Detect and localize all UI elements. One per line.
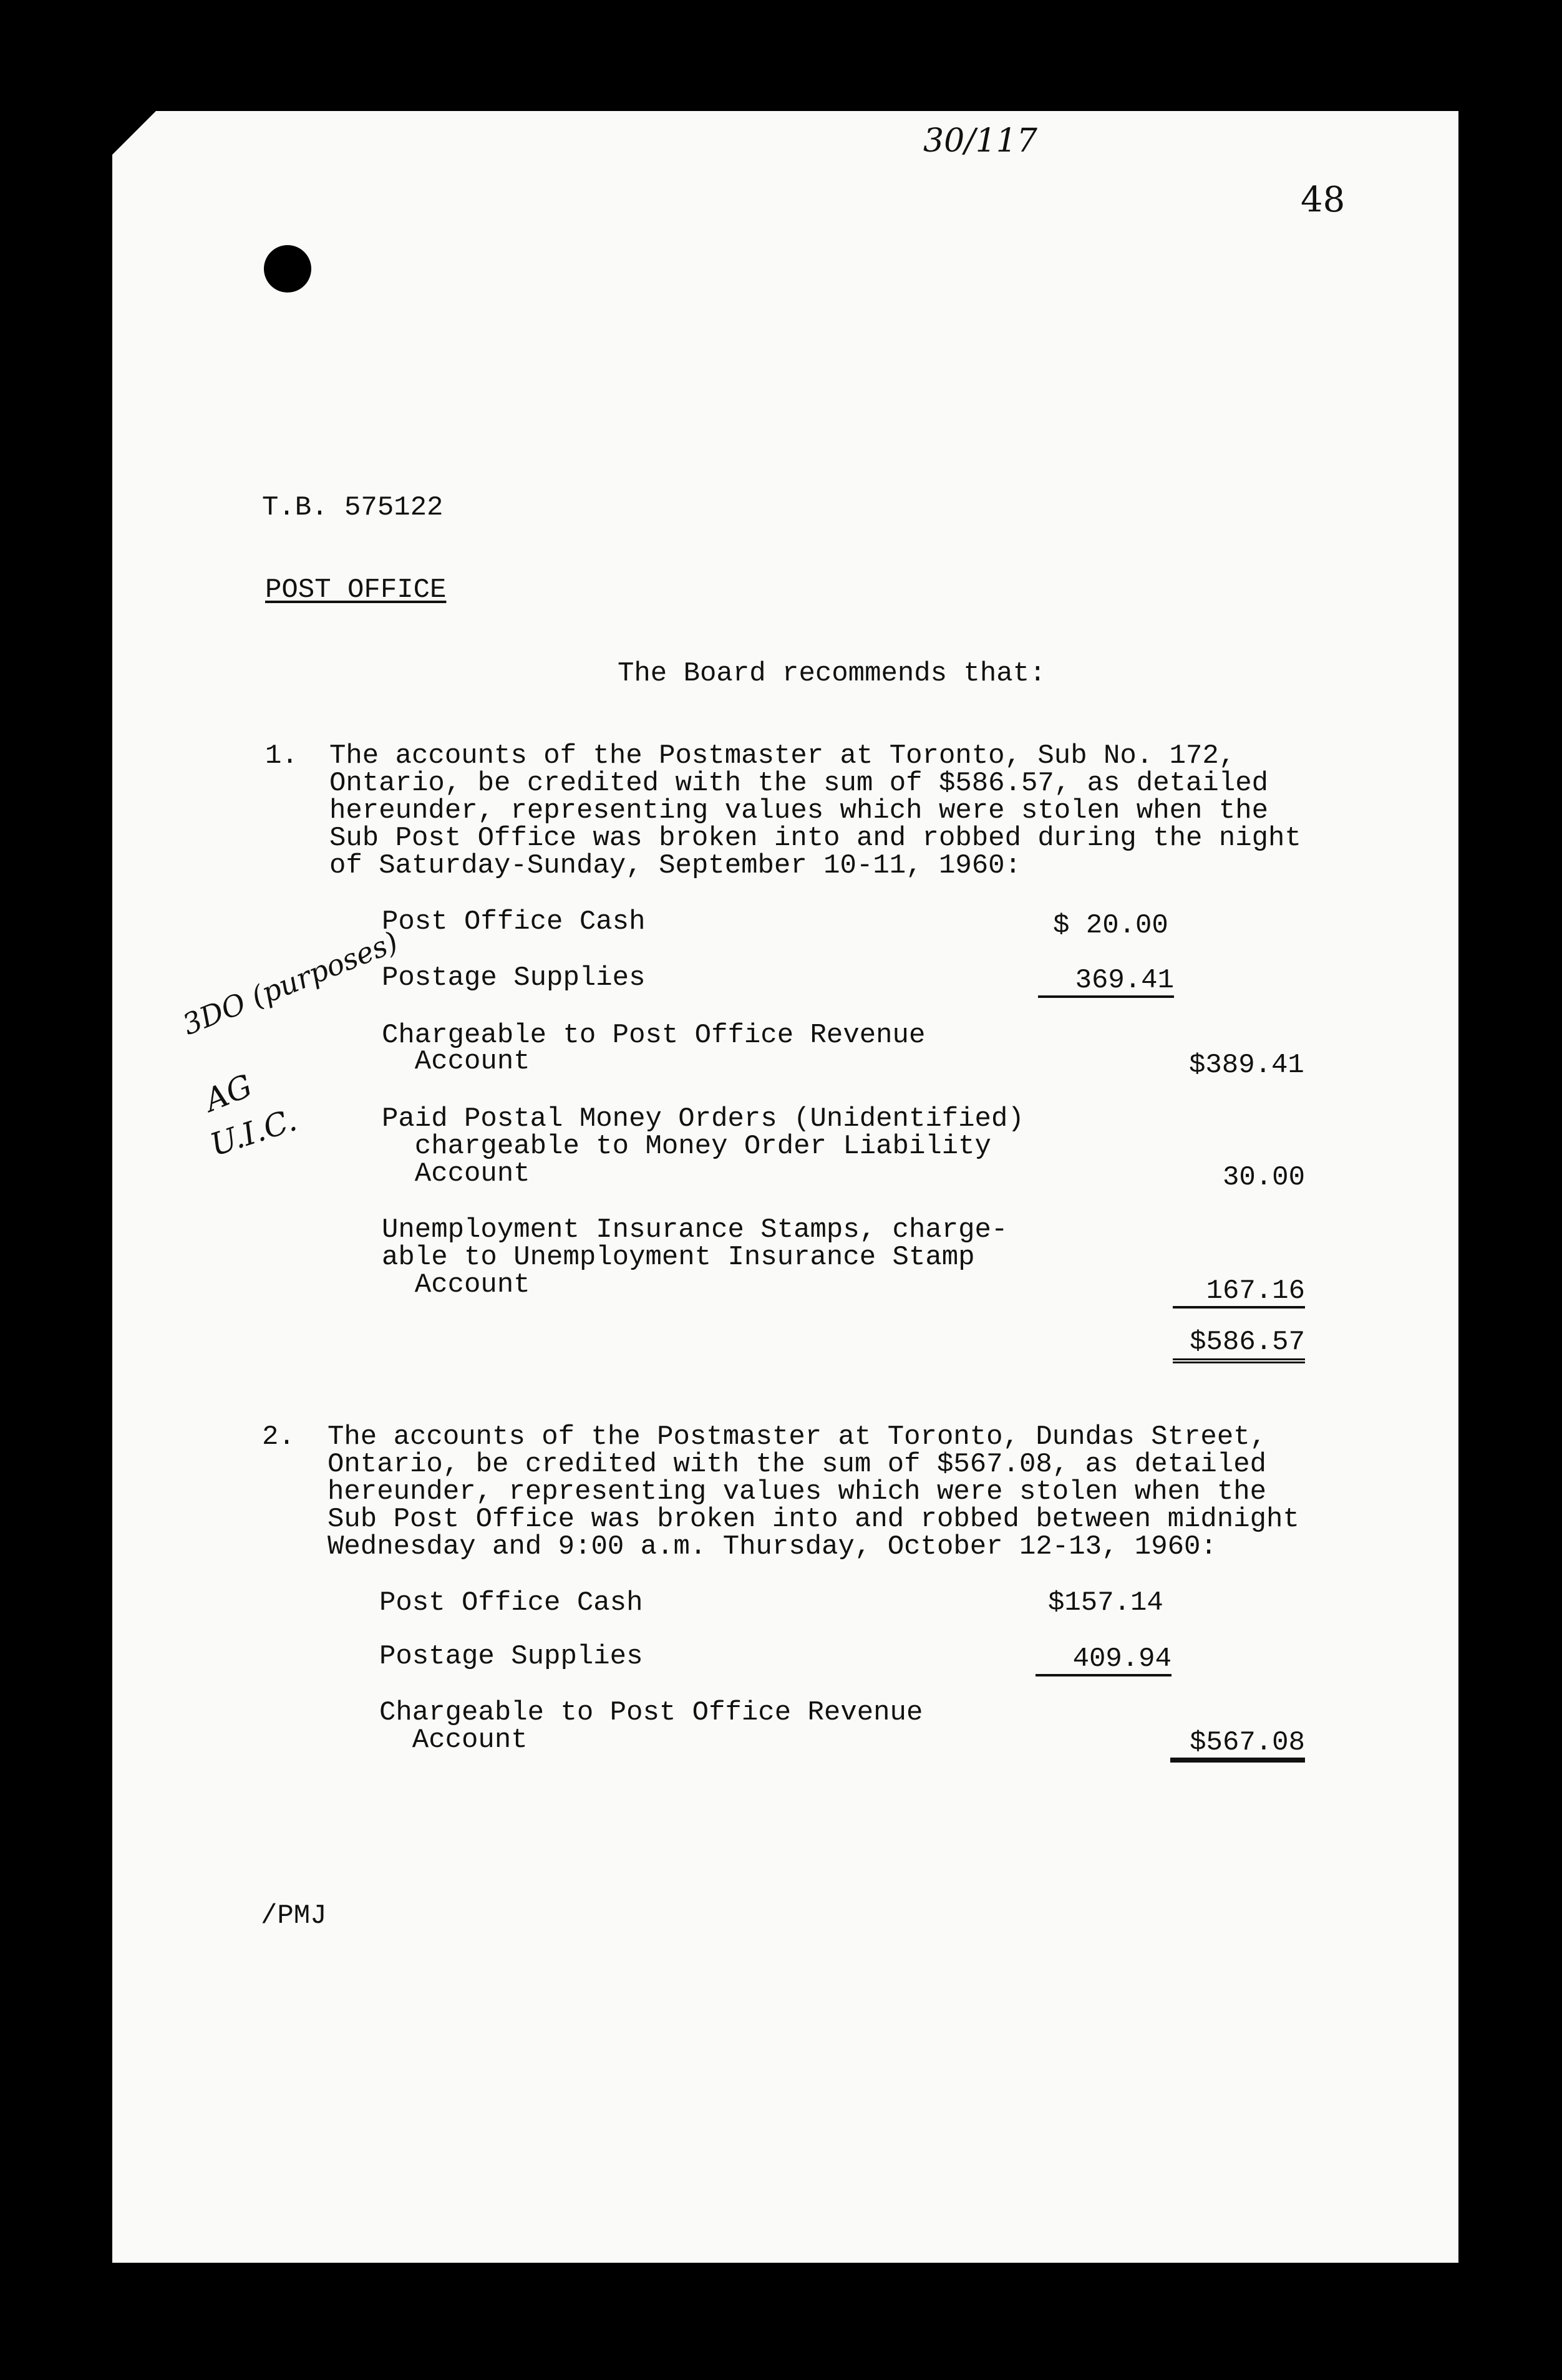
item-2-number: 2. xyxy=(262,1421,295,1453)
item-1-revenue-value: $389.41 xyxy=(1189,1050,1304,1081)
item-1-revenue-label-2: Account xyxy=(382,1046,530,1077)
typist-initials: /PMJ xyxy=(261,1900,327,1932)
item-2-po-cash-label: Post Office Cash xyxy=(379,1587,643,1618)
item-1-line-5: of Saturday-Sunday, September 10-11, 1960: xyxy=(329,850,1021,881)
item-1-uis-label-1: Unemployment Insurance Stamps, charge- xyxy=(382,1214,1008,1246)
item-2-postage-label: Postage Supplies xyxy=(379,1641,643,1672)
item-1-revenue-label-1: Chargeable to Post Office Revenue xyxy=(382,1020,926,1051)
item-2-revenue-value: $567.08 xyxy=(1170,1729,1305,1763)
item-1-line-1: The accounts of the Postmaster at Toronto, Sub No. 172, xyxy=(329,740,1236,772)
item-1-po-cash-value: $ 20.00 xyxy=(1053,910,1168,941)
item-1-uis-label-3: Account xyxy=(382,1269,530,1300)
item-2-line-3: hereunder, representing values which were stolen when the xyxy=(327,1476,1267,1507)
item-2-line-5: Wednesday and 9:00 a.m. Thursday, October 12-13, 1960: xyxy=(327,1531,1217,1562)
item-2-line-4: Sub Post Office was broken into and robbed between midnight xyxy=(327,1504,1299,1535)
item-2-line-1: The accounts of the Postmaster at Toronto, Dundas Street, xyxy=(327,1421,1267,1453)
item-1-money-orders-value: 30.00 xyxy=(1222,1162,1305,1193)
item-1-line-3: hereunder, representing values which were stolen when the xyxy=(329,795,1269,826)
item-1-total-value: $586.57 xyxy=(1173,1328,1305,1363)
item-2-po-cash-value: $157.14 xyxy=(1048,1587,1163,1618)
item-1-uis-label-2: able to Unemployment Insurance Stamp xyxy=(382,1242,975,1273)
page-corner xyxy=(112,111,156,155)
margin-note-line-1: 3DO (purposes) xyxy=(178,924,403,1042)
item-2-postage-value: 409.94 xyxy=(1036,1645,1172,1676)
margin-note-line-3: U.I.C. xyxy=(206,1101,301,1164)
item-1-uis-value: 167.16 xyxy=(1173,1277,1305,1309)
department-heading: POST OFFICE xyxy=(265,574,447,606)
punch-hole xyxy=(264,245,311,293)
item-1-postage-value: 369.41 xyxy=(1038,967,1174,998)
item-1-number: 1. xyxy=(265,740,298,772)
item-1-money-orders-label-3: Account xyxy=(382,1158,530,1189)
item-2-line-2: Ontario, be credited with the sum of $567.08, as detailed xyxy=(327,1449,1267,1480)
tb-number: T.B. 575122 xyxy=(262,492,444,523)
item-1-line-2: Ontario, be credited with the sum of $586.57, as detailed xyxy=(329,768,1269,799)
item-2-revenue-label-2: Account xyxy=(379,1725,528,1756)
recommendation-intro: The Board recommends that: xyxy=(618,658,1046,689)
page-number: 48 xyxy=(1301,180,1346,220)
item-1-money-orders-label-2: chargeable to Money Order Liability xyxy=(382,1131,991,1162)
item-1-line-4: Sub Post Office was broken into and robbed during the night xyxy=(329,823,1301,854)
item-1-po-cash-label: Post Office Cash xyxy=(382,906,646,937)
handwritten-reference: 30/117 xyxy=(923,122,1037,160)
item-2-revenue-label-1: Chargeable to Post Office Revenue xyxy=(379,1697,923,1728)
margin-note-line-2: AG xyxy=(200,1067,258,1119)
item-1-postage-label: Postage Supplies xyxy=(382,962,646,994)
item-1-money-orders-label-1: Paid Postal Money Orders (Unidentified) xyxy=(382,1103,1024,1134)
